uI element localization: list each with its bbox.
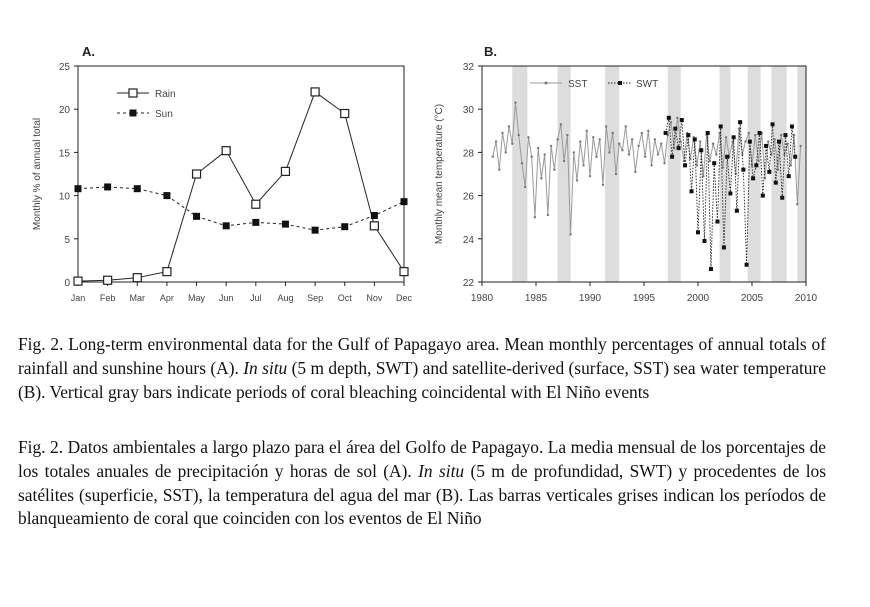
data-point-sst xyxy=(495,140,497,142)
caption-spanish xyxy=(18,436,826,531)
data-point-sst xyxy=(543,153,545,155)
x-tick-label-a: Jul xyxy=(250,293,262,303)
caption-en-italic: In situ xyxy=(243,357,288,378)
data-point-sst xyxy=(550,145,552,147)
data-point-swt xyxy=(777,140,781,144)
bleaching-bar xyxy=(668,66,681,282)
y-tick-label-a: 25 xyxy=(58,62,70,73)
legend-marker-sst xyxy=(545,82,548,85)
data-point-sst xyxy=(615,173,617,175)
data-point-rain xyxy=(193,170,201,178)
data-point-sst xyxy=(540,177,542,179)
data-point-swt xyxy=(712,161,716,165)
data-point-sst xyxy=(586,130,588,132)
data-point-sst xyxy=(634,171,636,173)
x-tick-label-b: 2010 xyxy=(794,293,818,304)
data-point-rain xyxy=(133,274,141,282)
data-point-sst xyxy=(647,130,649,132)
y-axis-label-b: Monthly mean temperature (°C) xyxy=(434,103,445,245)
data-point-swt xyxy=(677,146,681,150)
data-point-sst xyxy=(709,160,711,162)
data-point-sst xyxy=(518,134,520,136)
data-point-swt xyxy=(758,131,762,135)
x-tick-label-a: Apr xyxy=(159,293,174,303)
y-tick-label-a: 20 xyxy=(58,105,70,117)
data-point-sst xyxy=(744,140,746,142)
data-point-sst xyxy=(511,143,513,145)
data-point-sst xyxy=(527,136,529,138)
data-point-sst xyxy=(602,184,604,186)
data-point-sst xyxy=(537,147,539,149)
y-tick-label-b: 32 xyxy=(462,62,474,73)
x-tick-label-a: Oct xyxy=(337,293,352,303)
data-point-sst xyxy=(657,153,659,155)
data-point-sun xyxy=(312,227,319,234)
x-tick-label-a: May xyxy=(188,293,206,303)
data-point-sst xyxy=(514,102,516,104)
data-point-rain xyxy=(74,277,82,285)
data-point-swt xyxy=(735,209,739,213)
x-tick-label-a: Sep xyxy=(307,293,324,303)
caption-es-italic: In situ xyxy=(418,460,465,481)
data-point-sst xyxy=(524,186,526,188)
caption-en-part1: Fig. 2. Long-term environmental data for the Gulf of Papagayo area. Mean monthly percentages of annual totals of rainfall and sunshine hours (A). xyxy=(18,334,826,378)
legend-label-rain: Rain xyxy=(155,89,176,100)
bleaching-bar xyxy=(512,66,527,282)
y-tick-label-a: 5 xyxy=(64,234,70,246)
data-point-swt xyxy=(728,191,732,195)
data-point-swt xyxy=(761,194,765,198)
data-point-sst xyxy=(553,168,555,170)
legend-label-swt: SWT xyxy=(636,79,659,90)
y-tick-label-a: 15 xyxy=(58,148,70,160)
caption-es-part1: Fig. 2. Datos ambientales a largo plazo para el área del Golfo de Papagayo. La media mensual de los porcentajes de los totales anuales de precipitación y horas de sol (A). xyxy=(18,437,826,481)
data-point-sst xyxy=(654,138,656,140)
plot-frame-a xyxy=(78,66,404,282)
data-point-swt xyxy=(767,170,771,174)
data-point-sun xyxy=(163,192,170,199)
data-point-rain xyxy=(400,268,408,276)
data-point-sst xyxy=(589,175,591,177)
legend-label-sun: Sun xyxy=(155,109,173,120)
data-point-sst xyxy=(611,132,613,134)
x-tick-label-a: Jan xyxy=(70,293,86,303)
data-point-swt xyxy=(719,124,723,128)
data-point-swt xyxy=(706,131,710,135)
data-point-rain xyxy=(252,200,260,208)
data-point-sst xyxy=(618,143,620,145)
data-point-sun xyxy=(282,221,289,228)
data-point-swt xyxy=(673,127,677,131)
data-point-sst xyxy=(725,136,727,138)
data-point-rain xyxy=(341,110,349,118)
data-point-swt xyxy=(745,263,749,267)
data-point-swt xyxy=(764,144,768,148)
x-tick-label-a: Feb xyxy=(99,293,116,303)
legend-marker-rain xyxy=(129,89,137,97)
x-tick-label-b: 1995 xyxy=(632,293,656,304)
data-point-sst xyxy=(576,179,578,181)
data-point-swt xyxy=(709,267,713,271)
data-point-sst xyxy=(650,164,652,166)
data-point-sst xyxy=(547,214,549,216)
data-point-sst xyxy=(748,132,750,134)
panel-label-a: A. xyxy=(82,44,95,59)
data-point-sst xyxy=(521,162,523,164)
data-point-sst xyxy=(498,168,500,170)
data-point-sst xyxy=(556,138,558,140)
y-tick-label-a: 10 xyxy=(58,191,70,203)
data-point-sun xyxy=(75,185,82,192)
data-point-swt xyxy=(738,120,742,124)
data-point-swt xyxy=(790,124,794,128)
data-point-swt xyxy=(793,155,797,159)
data-point-swt xyxy=(690,189,694,193)
data-point-sst xyxy=(715,153,717,155)
chart-b xyxy=(420,0,820,320)
y-axis-label-a: Monthly % of annual total xyxy=(32,117,43,231)
y-tick-label-b: 30 xyxy=(462,105,474,117)
x-tick-label-b: 1990 xyxy=(578,293,602,304)
data-point-sst xyxy=(579,140,581,142)
data-point-rain xyxy=(104,276,112,284)
data-point-swt xyxy=(771,122,775,126)
data-point-sst xyxy=(680,140,682,142)
data-point-swt xyxy=(715,220,719,224)
data-point-swt xyxy=(751,176,755,180)
x-tick-label-a: Mar xyxy=(129,293,146,303)
bleaching-bar xyxy=(720,66,731,282)
data-point-sun xyxy=(371,212,378,219)
data-point-swt xyxy=(686,133,690,137)
data-point-swt xyxy=(699,148,703,152)
legend-label-sst: SST xyxy=(568,79,588,90)
x-tick-label-a: Aug xyxy=(277,293,294,303)
data-point-sst xyxy=(631,138,633,140)
x-tick-label-b: 1985 xyxy=(524,293,548,304)
x-tick-label-a: Nov xyxy=(366,293,383,303)
data-point-sst xyxy=(641,132,643,134)
data-point-swt xyxy=(780,196,784,200)
y-tick-label-a: 0 xyxy=(64,278,70,289)
data-point-sst xyxy=(608,151,610,153)
data-point-swt xyxy=(702,239,706,243)
caption-es-part2: (5 m de profundidad, SWT) y procedentes de los satélites (superficie, SST), la temperatura del agua del mar (B). Las barras verticales grises indican los períodos de blanqueamiento de coral que coinciden con los eventos de El Niño xyxy=(18,460,826,529)
data-point-sst xyxy=(573,151,575,153)
data-point-sst xyxy=(624,125,626,127)
data-point-sst xyxy=(767,140,769,142)
data-point-sst xyxy=(605,125,607,127)
data-point-sst xyxy=(637,145,639,147)
y-tick-label-b: 26 xyxy=(462,191,474,203)
data-point-sst xyxy=(712,143,714,145)
data-point-sst xyxy=(757,160,759,162)
data-point-sst xyxy=(621,149,623,151)
chart-a xyxy=(0,0,420,320)
series-line-sun xyxy=(78,187,404,230)
data-point-sst xyxy=(670,121,672,123)
data-point-swt xyxy=(693,137,697,141)
y-tick-label-b: 24 xyxy=(462,234,474,246)
data-point-sst xyxy=(530,156,532,158)
y-tick-label-b: 28 xyxy=(462,148,474,160)
data-point-sst xyxy=(628,153,630,155)
data-point-sst xyxy=(505,151,507,153)
data-point-sst xyxy=(644,156,646,158)
data-point-swt xyxy=(754,163,758,167)
x-tick-label-b: 2005 xyxy=(740,293,764,304)
data-point-sun xyxy=(401,198,408,205)
data-point-sst xyxy=(595,156,597,158)
data-point-rain xyxy=(370,222,378,230)
bleaching-bar xyxy=(771,66,786,282)
caption-en-part2: (5 m depth, SWT) and satellite-derived (surface, SST) sea water temperature (B). Vertical gray bars indicate periods of coral bleaching coincidental with El Niño events xyxy=(18,357,827,402)
data-point-swt xyxy=(696,230,700,234)
data-point-sst xyxy=(790,164,792,166)
x-tick-label-b: 2000 xyxy=(686,293,710,304)
data-point-swt xyxy=(732,135,736,139)
data-point-swt xyxy=(787,174,791,178)
data-point-rain xyxy=(163,268,171,276)
data-point-swt xyxy=(783,133,787,137)
data-point-sst xyxy=(563,160,565,162)
data-point-sst xyxy=(663,162,665,164)
data-point-swt xyxy=(748,140,752,144)
data-point-sst xyxy=(534,216,536,218)
data-point-sst xyxy=(754,134,756,136)
data-point-sst xyxy=(569,233,571,235)
data-point-sst xyxy=(699,140,701,142)
data-point-sst xyxy=(786,143,788,145)
data-point-sun xyxy=(134,185,141,192)
data-point-sun xyxy=(341,223,348,230)
caption-english xyxy=(18,333,826,404)
data-point-sst xyxy=(660,143,662,145)
x-tick-label-a: Jun xyxy=(218,293,234,303)
data-point-sun xyxy=(193,213,200,220)
data-point-sst xyxy=(773,138,775,140)
x-tick-label-a: Dec xyxy=(395,293,413,303)
data-point-sst xyxy=(501,132,503,134)
panel-label-b: B. xyxy=(484,44,497,59)
data-point-rain xyxy=(311,88,319,96)
data-point-sst xyxy=(599,138,601,140)
data-point-sst xyxy=(508,125,510,127)
legend-marker-swt xyxy=(618,81,622,85)
data-point-sst xyxy=(796,203,798,205)
data-point-rain xyxy=(281,167,289,175)
data-point-sst xyxy=(566,134,568,136)
data-point-sst xyxy=(492,156,494,158)
series-line-rain xyxy=(78,92,404,281)
data-point-sst xyxy=(592,136,594,138)
data-point-rain xyxy=(222,147,230,155)
data-point-sst xyxy=(676,117,678,119)
data-point-swt xyxy=(774,181,778,185)
data-point-swt xyxy=(741,168,745,172)
x-tick-label-b: 1980 xyxy=(470,293,494,304)
data-point-swt xyxy=(683,163,687,167)
data-point-sst xyxy=(780,134,782,136)
data-point-swt xyxy=(725,155,729,159)
data-point-swt xyxy=(664,131,668,135)
y-tick-label-b: 22 xyxy=(462,278,474,289)
data-point-swt xyxy=(670,155,674,159)
data-point-sun xyxy=(104,183,111,190)
data-point-swt xyxy=(667,116,671,120)
legend-marker-sun xyxy=(130,110,137,117)
data-point-swt xyxy=(680,118,684,122)
data-point-sun xyxy=(252,219,259,226)
data-point-sst xyxy=(799,145,801,147)
data-point-swt xyxy=(722,245,726,249)
data-point-sst xyxy=(582,164,584,166)
data-point-sst xyxy=(560,123,562,125)
data-point-sun xyxy=(223,222,230,229)
